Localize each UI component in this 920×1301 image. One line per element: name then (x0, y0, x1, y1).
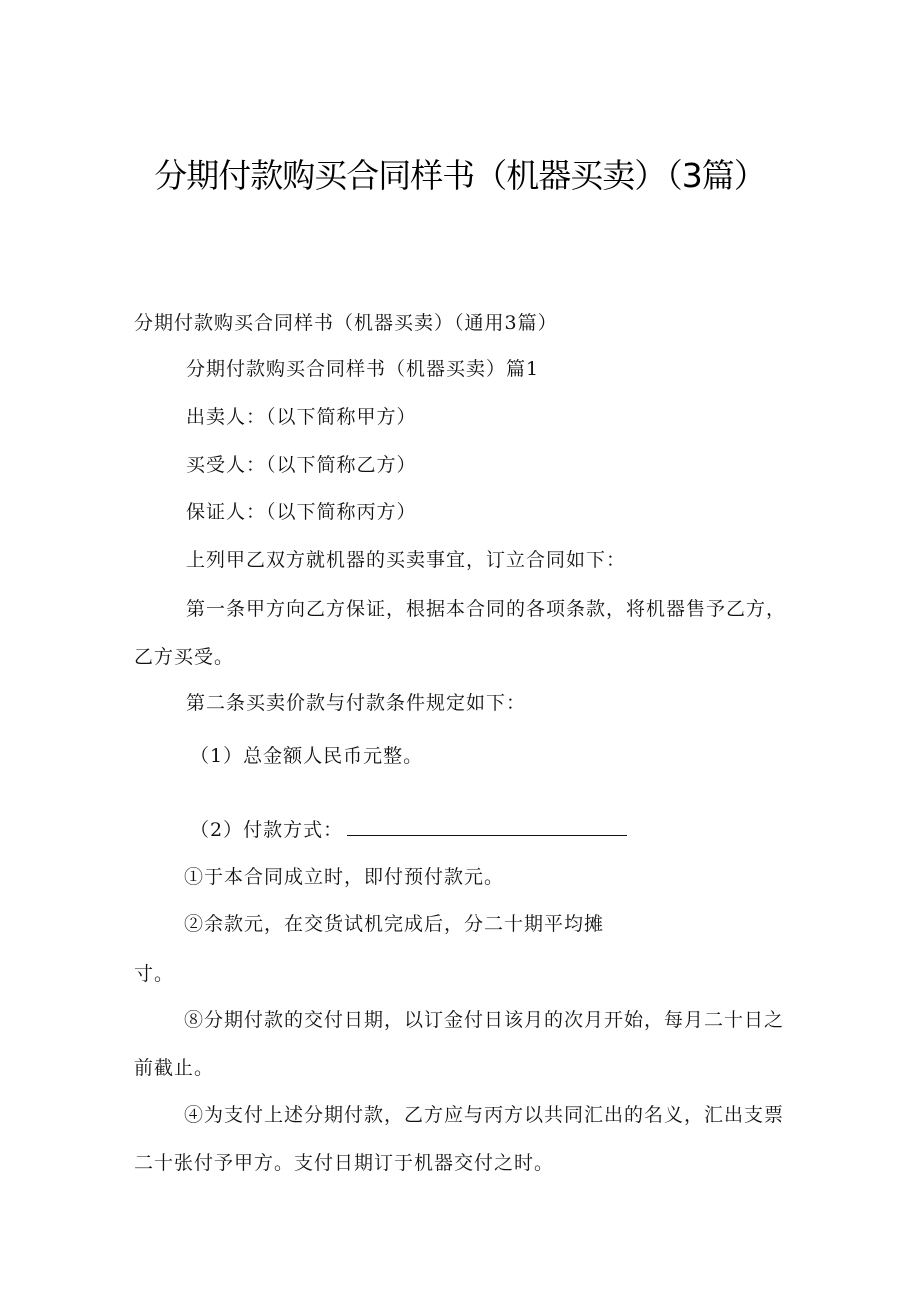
guarantor-line: 保证人：（以下简称丙方） (186, 501, 417, 523)
buyer-line: 买受人：（以下简称乙方） (186, 454, 417, 476)
article-2: 第二条买卖价款与付款条件规定如下： (186, 692, 527, 714)
document-subtitle: 分期付款购买合同样书（机器买卖）（通用3篇） (134, 312, 558, 334)
document-title: 分期付款购买合同样书（机器买卖）（3篇） (154, 156, 766, 195)
point-2-line-2: 寸。 (134, 963, 175, 985)
article-1-line-2: 乙方买受。 (134, 646, 235, 668)
payment-method-blank (347, 821, 627, 836)
point-4-line-2: 二十张付予甲方。支付日期订于机器交付之时。 (134, 1152, 555, 1174)
item-2-label: （2）付款方式： (190, 819, 344, 841)
seller-line: 出卖人：（以下简称甲方） (186, 406, 417, 428)
point-3-line-1: ⑧分期付款的交付日期，以订金付日该月的次月开始，每月二十日之 (184, 1009, 785, 1031)
point-4-line-1: ④为支付上述分期付款，乙方应与丙方以共同汇出的名义，汇出支票 (184, 1104, 785, 1126)
section-heading: 分期付款购买合同样书（机器买卖）篇1 (186, 358, 540, 380)
intro-paragraph: 上列甲乙双方就机器的买卖事宜，订立合同如下： (186, 549, 627, 571)
point-1: ①于本合同成立时，即付预付款元。 (184, 866, 505, 888)
item-1: （1）总金额人民币元整。 (190, 745, 424, 767)
article-1-line-1: 第一条甲方向乙方保证，根据本合同的各项条款，将机器售予乙方， (186, 598, 787, 620)
point-2-line-1: ②余款元，在交货试机完成后，分二十期平均摊 (184, 913, 605, 935)
item-2 (190, 818, 627, 842)
point-3-line-2: 前截止。 (134, 1057, 215, 1079)
